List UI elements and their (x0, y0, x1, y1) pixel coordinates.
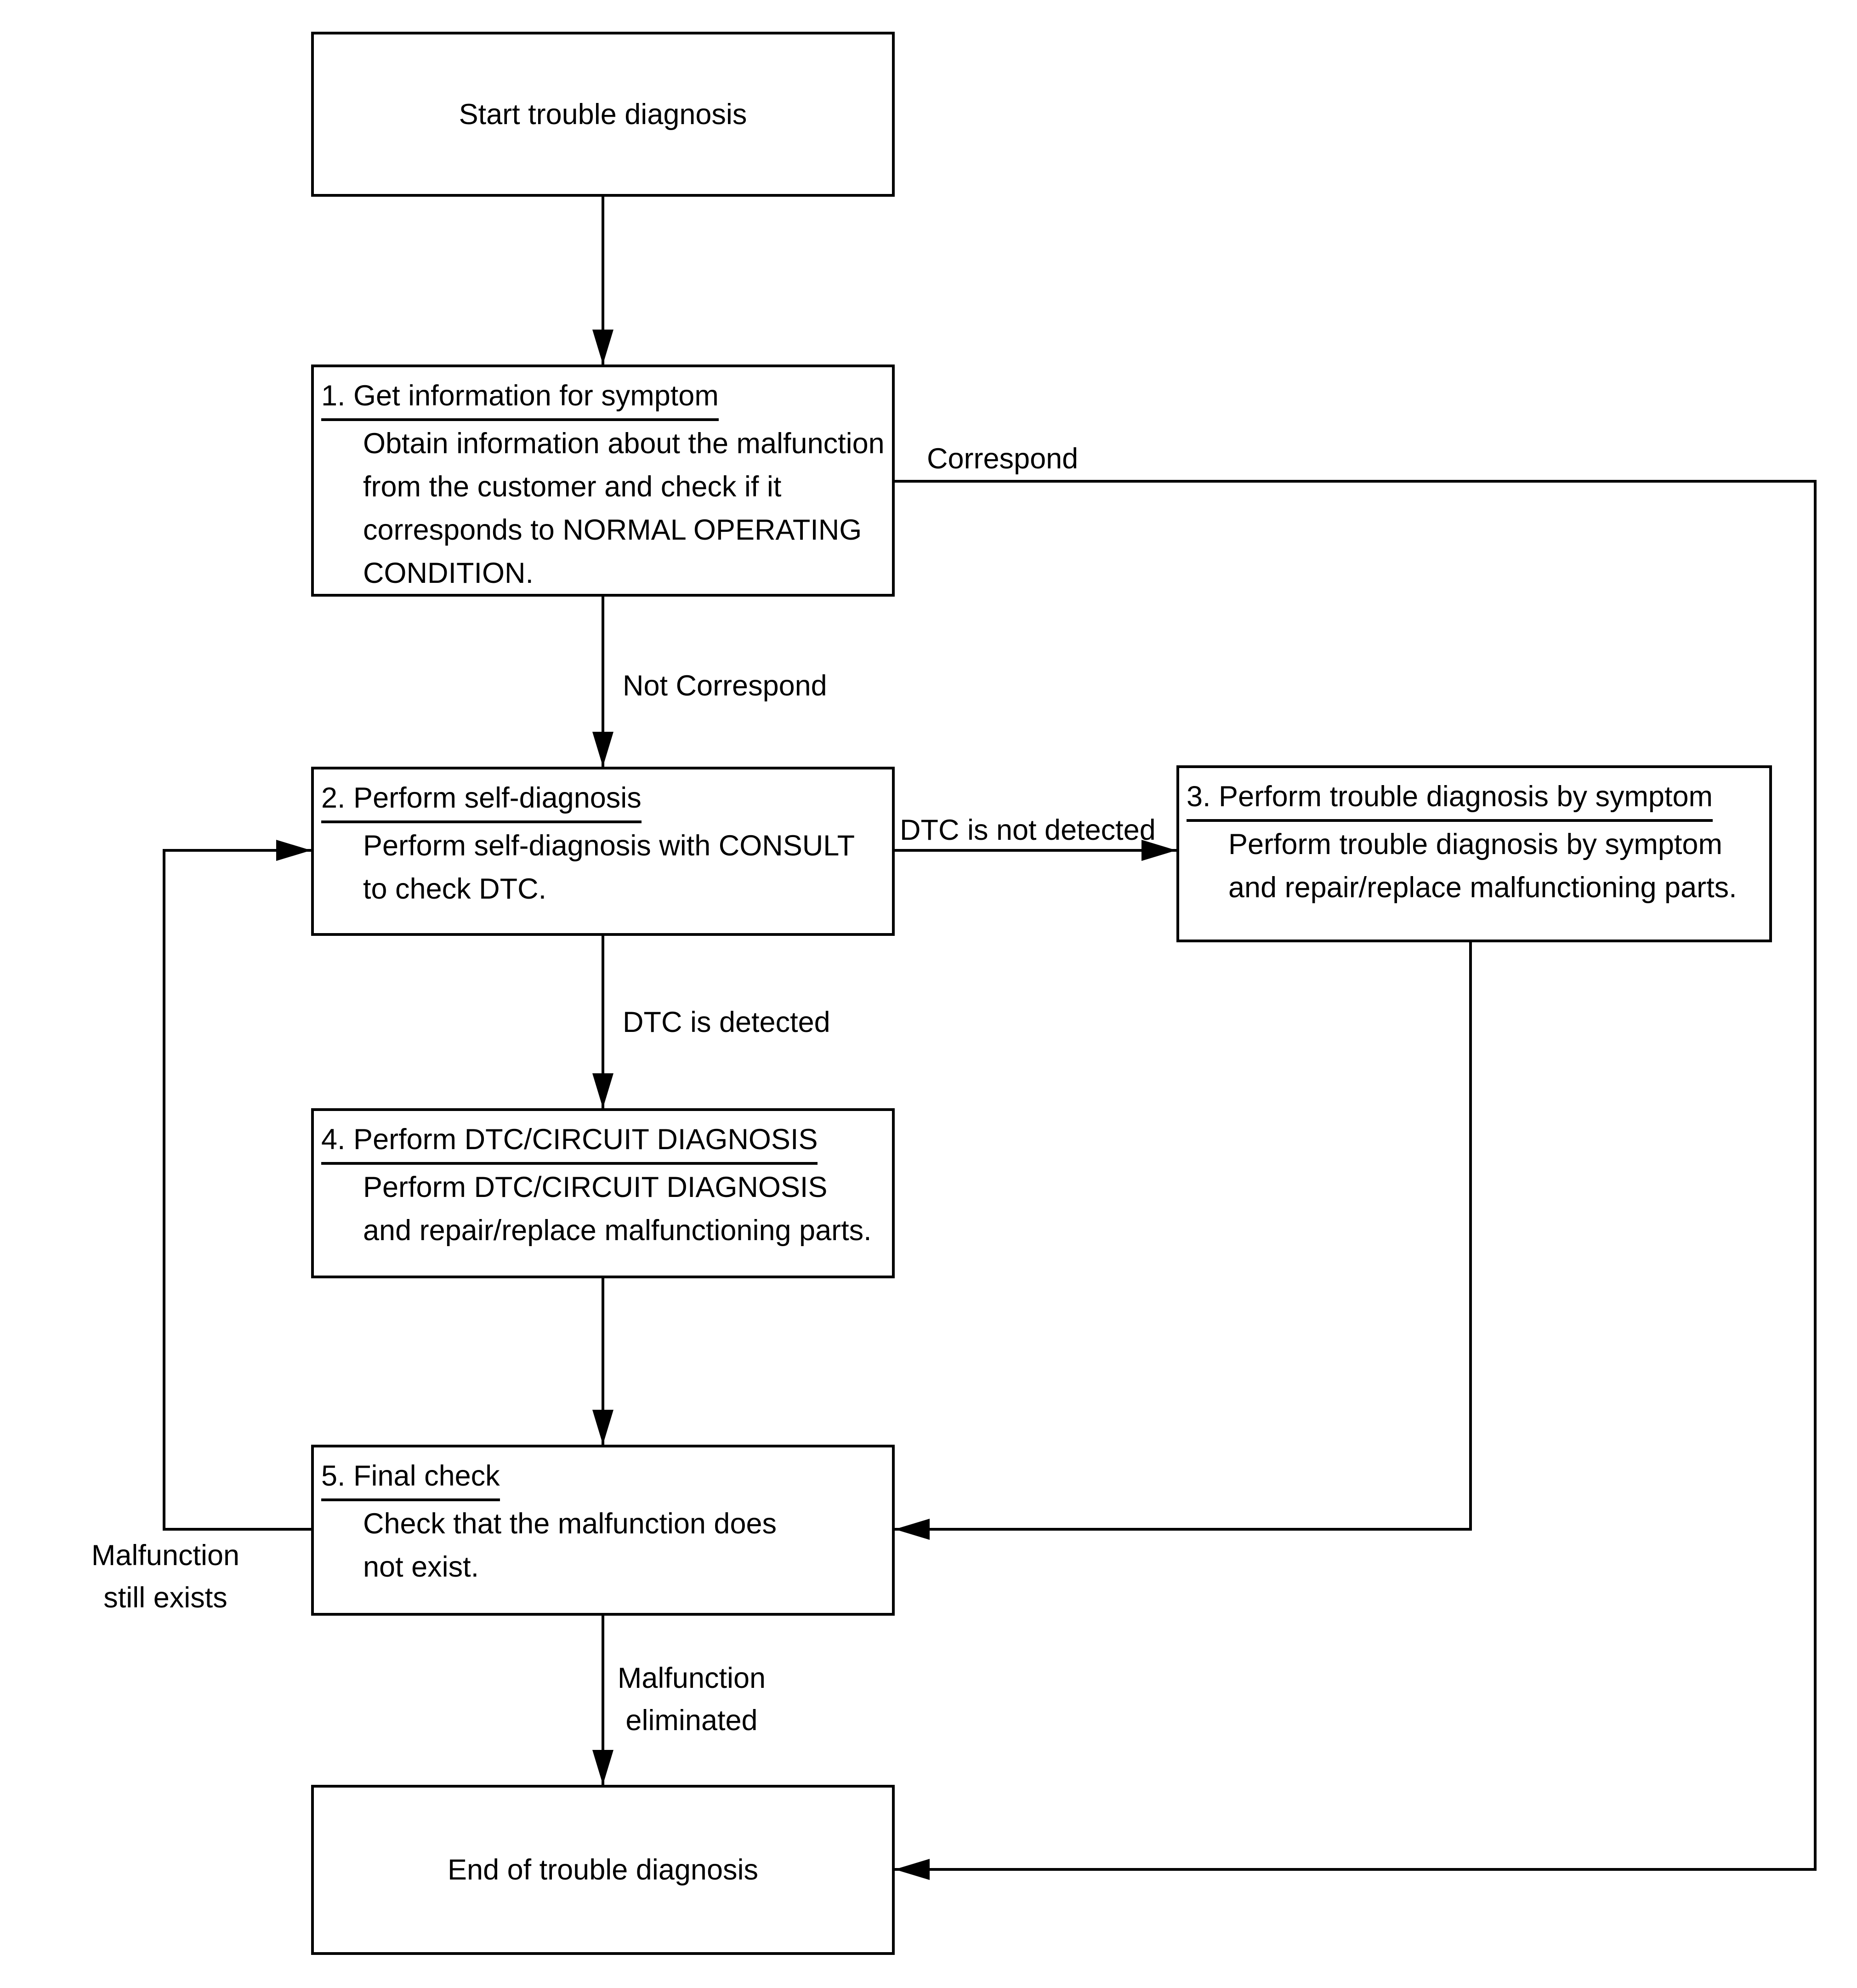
arrowhead-into-step5-right-icon (895, 1519, 930, 1540)
step1-heading: 1. Get information for symptom (321, 374, 719, 421)
step2-node (311, 767, 895, 936)
step1-body-line: CONDITION. (363, 557, 534, 589)
step3-heading: 3. Perform trouble diagnosis by symptom (1187, 775, 1713, 822)
edge-label-malfunction-eliminated (611, 1657, 772, 1742)
edge-label-line: still exists (103, 1582, 227, 1614)
step1-body (363, 422, 883, 595)
step5-heading: 5. Final check (321, 1454, 500, 1501)
step5-body-line: not exist. (363, 1551, 479, 1583)
end-node (311, 1785, 895, 1955)
step1-body-line: Obtain information about the malfunction (363, 427, 885, 460)
edge-loop-bottom (164, 1528, 311, 1531)
step3-content (1179, 768, 1769, 909)
edge-label-line: Malfunction (617, 1662, 766, 1694)
step4-body-line: and repair/replace malfunctioning parts. (363, 1214, 872, 1247)
step5-content (314, 1447, 892, 1589)
step1-content (314, 367, 892, 595)
step2-content (314, 769, 892, 911)
arrowhead-into-end-top-icon (592, 1750, 613, 1785)
arrowhead-into-step1-icon (592, 330, 613, 365)
edge-label-correspond: Correspond (927, 443, 1079, 475)
step4-content (314, 1111, 892, 1252)
step5-node (311, 1445, 895, 1616)
step3-node (1176, 765, 1772, 942)
edge-step3-down (1469, 942, 1472, 1531)
arrowhead-into-end-right-icon (895, 1859, 930, 1880)
edge-label-not-correspond: Not Correspond (623, 670, 827, 702)
edge-correspond-into-end (895, 1868, 1817, 1871)
edge-correspond-vertical (1814, 480, 1817, 1871)
step3-body-line: and repair/replace malfunctioning parts. (1228, 872, 1737, 904)
edge-step3-into-step5 (895, 1528, 1472, 1531)
end-node-label: End of trouble diagnosis (448, 1854, 758, 1886)
arrowhead-into-step5-top-icon (592, 1410, 613, 1445)
step5-body-line: Check that the malfunction does (363, 1508, 777, 1540)
edge-label-dtc-detected: DTC is detected (623, 1006, 830, 1038)
step2-body-line: Perform self-diagnosis with CONSULT (363, 830, 855, 862)
start-node-label: Start trouble diagnosis (459, 98, 747, 131)
step5-body (363, 1502, 883, 1589)
arrowhead-into-step2-top-icon (592, 732, 613, 767)
step4-body (363, 1166, 883, 1252)
edge-label-dtc-not-detected: DTC is not detected (900, 814, 1156, 846)
edge-label-malfunction-still-exists (64, 1534, 267, 1619)
step2-body-line: to check DTC. (363, 873, 547, 905)
step4-node (311, 1108, 895, 1278)
step4-heading: 4. Perform DTC/CIRCUIT DIAGNOSIS (321, 1118, 818, 1165)
arrowhead-loop-into-step2-icon (276, 840, 311, 861)
step4-body-line: Perform DTC/CIRCUIT DIAGNOSIS (363, 1171, 828, 1203)
arrowhead-into-step4-icon (592, 1073, 613, 1108)
step1-body-line: corresponds to NORMAL OPERATING (363, 514, 862, 546)
step2-body (363, 824, 883, 911)
step3-body (1228, 823, 1760, 909)
edge-loop-vertical (163, 849, 165, 1531)
edge-label-line: eliminated (625, 1704, 758, 1737)
step3-body-line: Perform trouble diagnosis by symptom (1228, 828, 1722, 860)
step1-body-line: from the customer and check if it (363, 471, 782, 503)
step2-heading: 2. Perform self-diagnosis (321, 776, 642, 823)
edge-label-line: Malfunction (91, 1539, 240, 1572)
step1-node (311, 365, 895, 597)
start-node (311, 32, 895, 197)
edge-correspond-horizontal (895, 480, 1817, 483)
